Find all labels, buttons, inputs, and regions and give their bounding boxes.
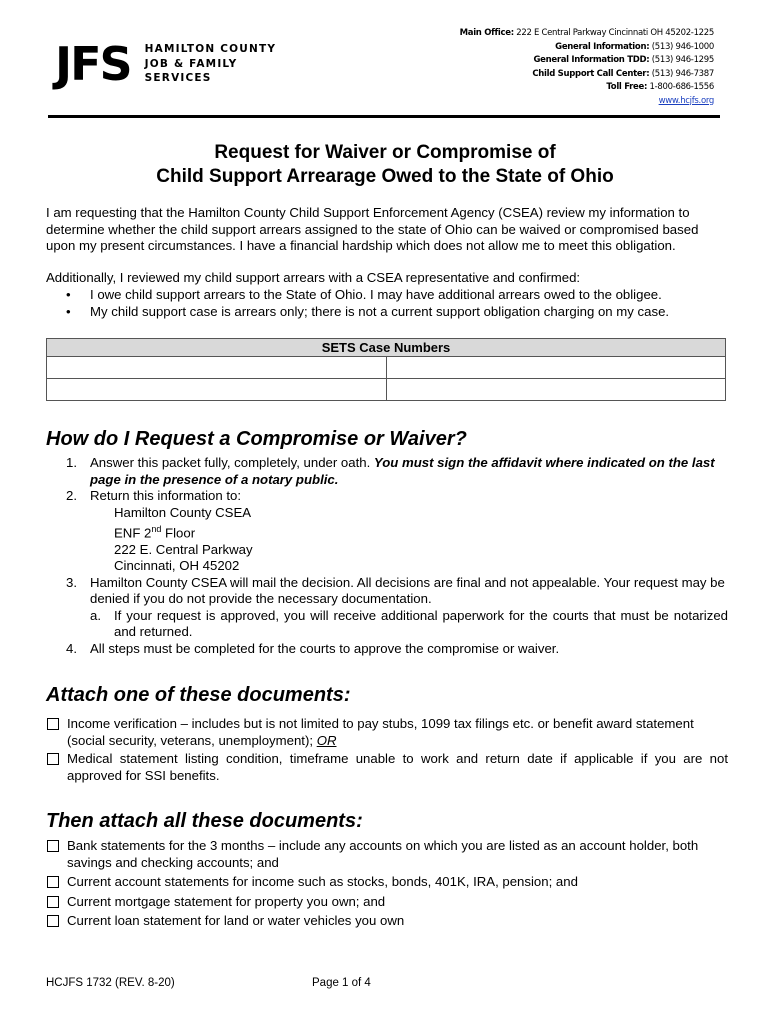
contact-block — [460, 27, 714, 108]
case-number-cell[interactable] — [47, 379, 387, 401]
sets-table-header: SETS Case Numbers — [47, 339, 726, 357]
checkbox[interactable] — [47, 896, 59, 908]
attach-one-heading: Attach one of these documents: — [46, 684, 351, 706]
checkbox[interactable] — [47, 840, 59, 852]
checkbox-item: Current account statements for income such as stocks, bonds, 401K, IRA, pension; and — [46, 874, 728, 891]
attach-one-list — [46, 716, 728, 784]
form-id: HCJFS 1732 (REV. 8-20) — [46, 977, 175, 989]
affidavit-emphasis: You must sign the affidavit where indicated on the last page in the presence of a notary public. — [90, 455, 715, 487]
logo-agency-name — [145, 42, 276, 86]
how-heading: How do I Request a Compromise or Waiver? — [46, 428, 467, 450]
header-divider — [48, 115, 720, 118]
checkbox-item: Income verification – includes but is not limited to pay stubs, 1099 tax filings etc. or benefit award statement (social security, veterans, unemployment); OR — [46, 716, 728, 749]
page-title-line1: Request for Waiver or Compromise of — [214, 142, 556, 163]
attach-all-list — [46, 838, 728, 930]
list-item: a. If your request is approved, you will receive additional paperwork for the courts that must be notarized and returned. — [90, 607, 728, 640]
contact-tdd: General Information TDD: (513) 946-1295 — [533, 55, 714, 65]
list-item: 1. Answer this packet fully, completely, under oath. You must sign the affidavit where indicated on the last page in the presence of a notary public. — [66, 455, 715, 487]
agency-logo — [55, 37, 277, 91]
steps-list — [46, 455, 728, 657]
checkbox[interactable] — [47, 915, 59, 927]
logo-line: SERVICES — [144, 72, 212, 85]
list-item: 4. All steps must be completed for the courts to approve the compromise or waiver. — [66, 640, 560, 656]
table-row — [47, 379, 726, 401]
checkbox-item: Bank statements for the 3 months – include any accounts on which you are listed as an account holder, both savings and checking accounts; and — [46, 838, 728, 871]
sets-case-table — [46, 338, 726, 401]
case-number-cell[interactable] — [386, 357, 726, 379]
checkbox-item: Current mortgage statement for property you own; and — [46, 894, 728, 911]
page-title-line2: Child Support Arrearage Owed to the State of Ohio — [156, 166, 614, 187]
checkbox[interactable] — [47, 753, 59, 765]
case-number-cell[interactable] — [386, 379, 726, 401]
bullet-icon: • — [66, 303, 71, 319]
contact-call-center: Child Support Call Center: (513) 946-7387 — [532, 68, 714, 79]
return-address: Hamilton County CSEA ENF 2nd Floor 222 E. Central Parkway Cincinnati, OH 45202 — [114, 504, 253, 574]
list-item: • My child support case is arrears only; there is not a current support obligation charging on my case. — [66, 303, 670, 319]
list-item: • I owe child support arrears to the State of Ohio. I may have additional arrears owed to the obligee. — [66, 287, 662, 302]
page-number: Page 1 of 4 — [312, 977, 371, 989]
contact-toll-free: Toll Free: 1-800-686-1556 — [606, 82, 714, 92]
logo-line: JOB & FAMILY — [144, 57, 238, 70]
or-text: OR — [316, 732, 337, 748]
confirm-list — [46, 287, 728, 320]
checkbox[interactable] — [47, 718, 59, 730]
table-row — [47, 357, 726, 379]
contact-main-office: Main Office: 222 E Central Parkway Cincinnati OH 45202-1225 — [459, 28, 714, 38]
case-number-cell[interactable] — [47, 357, 387, 379]
intro-paragraph: I am requesting that the Hamilton County Child Support Enforcement Agency (CSEA) review my information to determine whether the child support arrears assigned to the state of Ohio can be waived or compromised based upon my present circumstances. I have a financial hardship which does not allow me to meet this obligation. — [46, 205, 699, 253]
list-item: 3. Hamilton County CSEA will mail the decision. All decisions are final and not appealable. Your request may be denied if you do not provide the necessary documentation. — [66, 574, 725, 607]
checkbox-item: Current loan statement for land or water vehicles you own — [46, 913, 728, 930]
confirm-lead: Additionally, I reviewed my child support arrears with a CSEA representative and confirmed: — [46, 270, 581, 285]
list-item: 2. Return this information to: — [66, 488, 241, 503]
logo-line: HAMILTON COUNTY — [144, 43, 277, 56]
logo-jfs-text: JFS — [55, 37, 131, 91]
checkbox[interactable] — [47, 876, 59, 888]
contact-general-info: General Information: (513) 946-1000 — [555, 41, 714, 52]
checkbox-item: Medical statement listing condition, timeframe unable to work and return date if applicable if you are not approved for SSI benefits. — [46, 751, 728, 784]
attach-all-heading: Then attach all these documents: — [46, 810, 363, 832]
website-link[interactable]: www.hcjfs.org — [658, 95, 714, 106]
bullet-icon: • — [66, 287, 71, 302]
